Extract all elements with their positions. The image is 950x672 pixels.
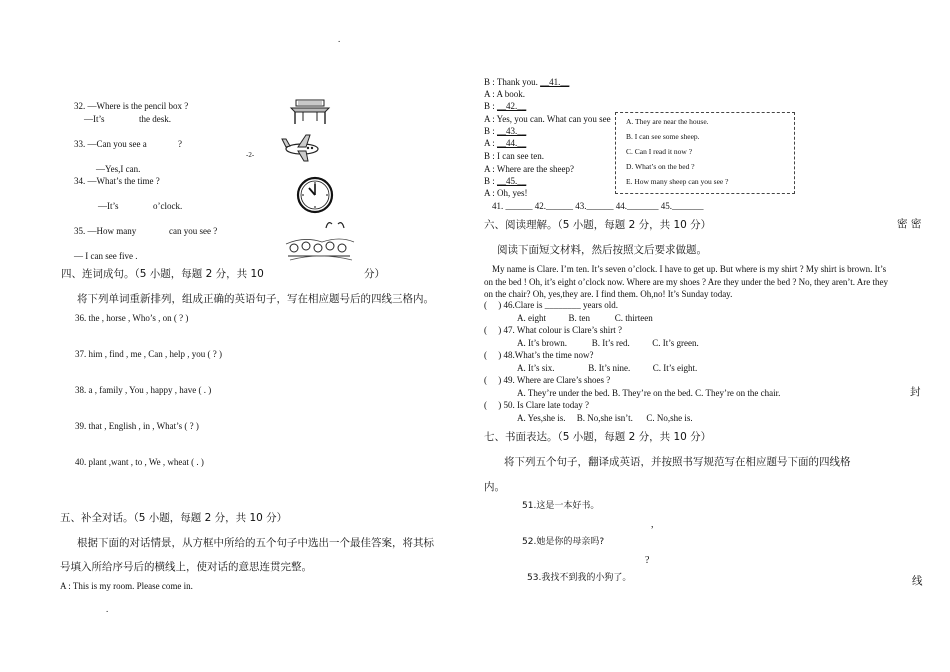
q34-answer-start: —It’s (98, 201, 119, 211)
q32-answer-start: —It’s (84, 114, 105, 124)
section-5-instructions-1: 根据下面的对话情景，从方框中所给的五个句子中选出一个最佳答案，将其标 (77, 537, 434, 549)
section-5-instructions-2: 号填入所给序号后的横线上，使对话的意思连贯完整。 (60, 561, 312, 573)
dialog-line: A : A book. (484, 89, 526, 99)
q34-answer-end: o’clock. (153, 201, 183, 211)
dialog-line: B : __45.__ (484, 176, 527, 186)
option-b: B. I can see some sheep. (626, 132, 700, 141)
question-36: 36. the , horse , Who’s , on ( ? ) (75, 313, 189, 323)
option-a: A. They are near the house. (626, 117, 709, 126)
question-52: 52.她是你的母亲吗? (522, 537, 605, 547)
q34-question: 34. —What’s the time ? (74, 176, 160, 186)
margin-seal-xian: 线 (912, 575, 923, 587)
margin-seal-feng: 封 (910, 386, 921, 398)
pencil-box-on-desk-icon (289, 98, 331, 126)
dialog-line: A : Where are the sheep? (484, 164, 575, 174)
question-40: 40. plant ,want , to , We , wheat ( . ) (75, 457, 204, 467)
page-number: -2- (246, 151, 255, 159)
dialog-line: B : I can see ten. (484, 151, 544, 161)
question-38: 38. a , family , You , happy , have ( . ) (75, 385, 212, 395)
dialog-line: A : Oh, yes! (484, 188, 528, 198)
question-39: 39. that , English , in , What’s ( ? ) (75, 421, 199, 431)
question-48-options: A. It’s six. B. It’s nine. C. It’s eight. (517, 363, 698, 373)
dialog-line-a: A : This is my room. Please come in. (60, 581, 193, 591)
question-48: ( ) 48.What’s the time now? (484, 350, 594, 360)
section-7-instructions-1: 将下列五个句子，翻译成英语，并按照书写规范写在相应题号下面的四线格 (504, 456, 851, 468)
q33-question: 33. —Can you see a (74, 139, 147, 149)
margin-seal-mi: 密 密 (897, 218, 922, 230)
plane-icon (280, 133, 322, 163)
mid-comma: , (651, 519, 654, 530)
question-46-options: A. eight B. ten C. thirteen (517, 313, 653, 323)
dialog-line: B : __42.__ (484, 101, 527, 111)
question-51: 51.这是一本好书。 (522, 501, 600, 511)
q35-answer: — I can see five . (74, 251, 138, 261)
dialog-line: B : Thank you. __41.__ (484, 77, 570, 87)
q33-question-mark: ? (178, 139, 182, 149)
question-50: ( ) 50. Is Clare late today ? (484, 400, 589, 410)
option-d: D. What’s on the bed ? (626, 162, 695, 171)
section-4-title: 四、连词成句。（5 小题，每题 2 分，共 10 (61, 268, 264, 280)
reading-passage: My name is Clare. I’m ten. It’s seven o’clock. I have to get up. But where is my shirt ? My shirt is brown. It’s on the bed ! Oh, it’s eight o’clock now. Where are my shoes ? Are they under the bed ? No, they aren’t. Are they on the chair? Oh, yes,they are. I find them. Oh,no! It’s Sunday today. (484, 264, 888, 299)
option-e: E. How many sheep can you see ? (626, 177, 729, 186)
section-7-instructions-2: 内。 (484, 481, 505, 493)
section-6-instructions: 阅读下面短文材料，然后按照文后要求做题。 (497, 244, 707, 256)
q35-question-start: 35. —How many (74, 226, 137, 236)
section-7-title: 七、书面表达。（5 小题，每题 2 分，共 10 分） (484, 431, 712, 443)
top-dot: . (338, 34, 341, 44)
question-47: ( ) 47. What colour is Clare’s shirt ? (484, 325, 623, 335)
section-6-title: 六、阅读理解。（5 小题，每题 2 分，共 10 分） (484, 219, 712, 231)
question-37: 37. him , find , me , Can , help , you ( ? ) (75, 349, 222, 359)
q33-answer: —Yes,I can. (96, 164, 141, 174)
question-50-options: A. Yes,she is. B. No,she isn’t. C. No,she is. (517, 413, 693, 423)
dialog-line: A : Yes, you can. What can you see (484, 114, 611, 124)
question-47-options: A. It’s brown. B. It’s red. C. It’s green. (517, 338, 699, 348)
dialog-line: B : __43.__ (484, 126, 527, 136)
clock-icon (296, 176, 334, 214)
question-49-options: A. They’re under the bed. B. They’re on the bed. C. They’re on the chair. (517, 388, 781, 398)
dialog-line: A : __44.__ (484, 138, 527, 148)
option-c: C. Can I read it now ? (626, 147, 693, 156)
question-49: ( ) 49. Where are Clare’s shoes ? (484, 375, 611, 385)
children-group-icon (284, 218, 356, 262)
q35-question-end: can you see ? (169, 226, 218, 236)
options-box (615, 112, 795, 194)
section-4-instructions: 将下列单词重新排列，组成正确的英语句子，写在相应题号后的四线三格内。 (77, 293, 434, 305)
bottom-dot: . (106, 604, 109, 614)
answer-blanks: 41. ______ 42.______ 43.______ 44._______ 45._______ (492, 201, 704, 211)
section-4-title-end: 分） (364, 268, 385, 280)
question-52-mark: ? (645, 555, 650, 566)
section-5-title: 五、补全对话。（5 小题，每题 2 分，共 10 分） (60, 512, 288, 524)
question-46: ( ) 46.Clare is ________ years old. (484, 300, 618, 310)
q32-answer-end: the desk. (139, 114, 171, 124)
q32-question: 32. —Where is the pencil box ? (74, 101, 189, 111)
question-53: 53.我找不到我的小狗了。 (527, 573, 632, 583)
